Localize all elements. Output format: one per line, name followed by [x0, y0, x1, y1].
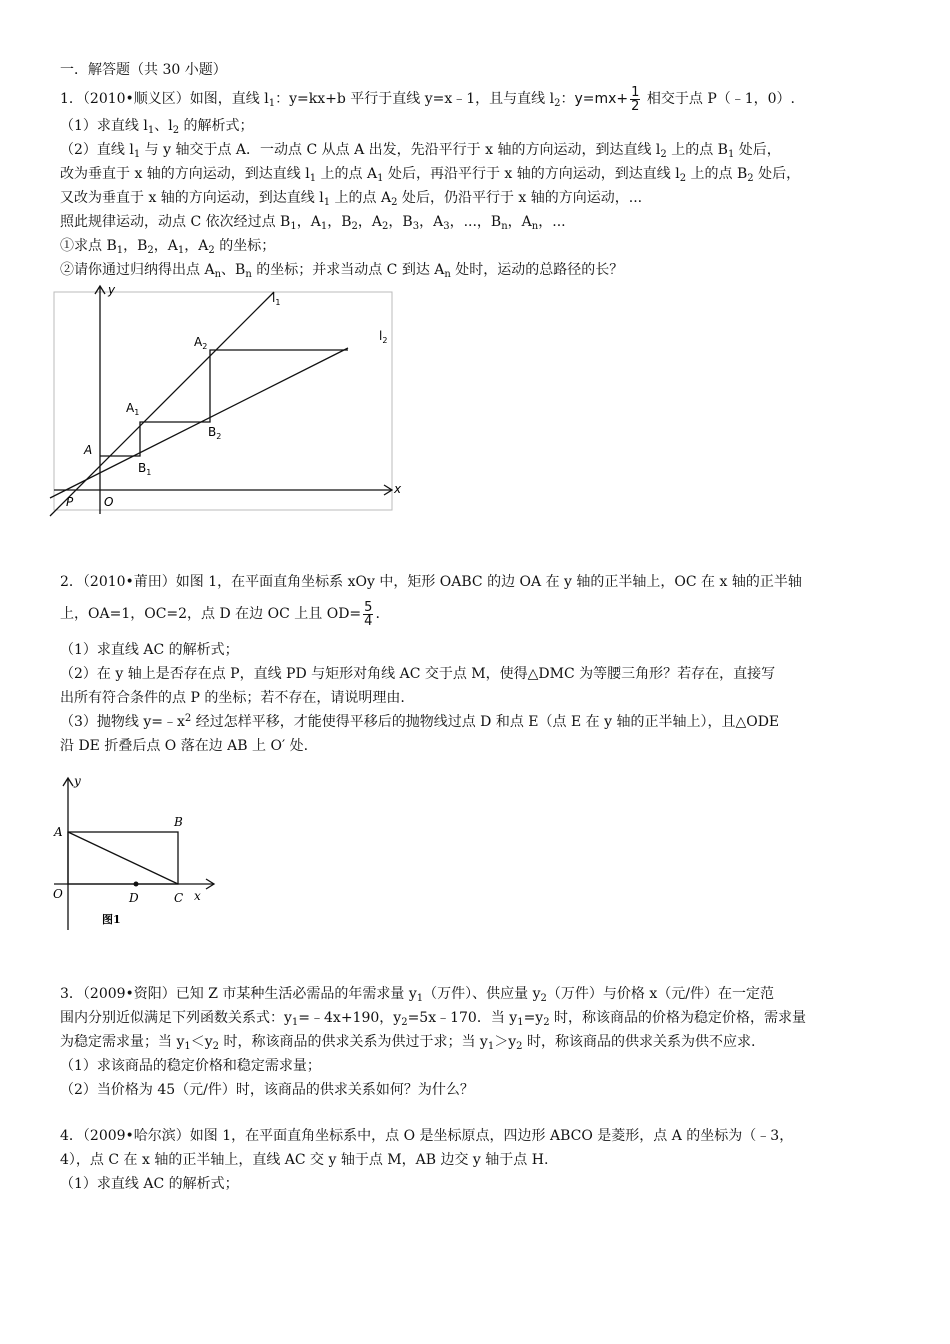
q3-stem-line3: 为稳定需求量；当 $y_1<y_2$ 时，称该商品的供求关系为供过于求；当 $y_1>y_2$ 时，称该商品的供求关系为供不应求.: [60, 1034, 756, 1052]
q2-part-2-line2: 出所有符合条件的点 P 的坐标；若不存在，请说明理由.: [60, 690, 405, 706]
label-A2: $A_2$: [194, 335, 208, 351]
q2-part-2-line1: （2）在 y 轴上是否存在点 P，直线 PD 与矩形对角线 AC 交于点 M，使得△DMC 为等腰三角形？若存在，直接写: [60, 666, 776, 682]
q1-part-1: （1）求直线 $l_1$、$l_2$ 的解析式；: [60, 118, 254, 136]
q1-sub-question-2: ②请你通过归纳得出点 $A_n$、$B_n$ 的坐标；并求当动点 C 到达 $A_n$ 处时，运动的总路径的长？: [60, 262, 624, 280]
q4-stem-line2: 4），点 C 在 x 轴的正半轴上，直线 AC 交 y 轴于点 M，AB 边交 y 轴于点 H.: [60, 1152, 549, 1168]
label-B2: $B_2$: [208, 425, 222, 441]
q2-part-1: （1）求直线 AC 的解析式；: [60, 642, 239, 658]
label-A: A: [84, 443, 93, 457]
label-B1: $B_1$: [138, 461, 152, 477]
q1-part-2-line4: 照此规律运动，动点 C 依次经过点 $B_1$，$A_1$，$B_2$，$A_2$，$B_3$，$A_3$，...，$B_n$，$A_n$，...: [60, 214, 566, 232]
label-P: P: [66, 495, 74, 509]
question-3: [60, 982, 900, 1102]
q3-part-2: （2）当价格为 45（元/件）时，该商品的供求关系如何？为什么？: [60, 1082, 474, 1098]
label-A1: $A_1$: [126, 401, 140, 417]
q2-part-3-line2: 沿 DE 折叠后点 O 落在边 AB 上 O′ 处.: [60, 738, 309, 754]
label-A: A: [54, 825, 63, 839]
q2-stem-line2: 上，OA=1，OC=2，点 D 在边 OC 上且 OD= $\frac{5}{4}$ .: [60, 599, 380, 629]
label-O: O: [104, 495, 114, 509]
q1-part-2-line2: 改为垂直于 x 轴的方向运动，到达直线 $l_1$ 上的点 $A_1$ 处后，再沿平行于 x 轴的方向运动，到达直线 $l_2$ 上的点 $B_2$ 处后，: [60, 166, 801, 184]
label-C: C: [174, 891, 184, 905]
q4-stem-line1: 4．（2009•哈尔滨）如图 1，在平面直角坐标系中，点 O 是坐标原点，四边形 ABCO 是菱形，点 A 的坐标为（﹣3，: [60, 1128, 794, 1144]
q3-part-1: （1）求该商品的稳定价格和稳定需求量；: [60, 1058, 321, 1074]
question-4: [60, 1124, 900, 1196]
label-l2: $l_2$: [379, 329, 388, 345]
q1-sub-question-1: ①求点 $B_1$，$B_2$，$A_1$，$A_2$ 的坐标；: [60, 238, 276, 256]
fraction-one-half: $\frac{1}{2}$: [631, 84, 640, 114]
fraction-five-quarters: $\frac{5}{4}$: [364, 599, 373, 629]
label-x: x: [194, 889, 201, 903]
q3-stem-line1: 3．（2009•资阳）已知 Z 市某种生活必需品的年需求量 $y_1$（万件）、供应量 $y_2$（万件）与价格 x（元/件）在一定范: [60, 986, 774, 1004]
q1-figure: [54, 284, 414, 524]
question-2: [53, 566, 900, 940]
figure-frame: [54, 292, 392, 510]
q1-part-2-line1: （2）直线 $l_1$ 与 y 轴交于点 A．一动点 C 从点 A 出发，先沿平行于 x 轴的方向运动，到达直线 $l_2$ 上的点 $B_1$ 处后，: [60, 142, 781, 160]
q1-part-2-line3: 又改为垂直于 x 轴的方向运动，到达直线 $l_1$ 上的点 $A_2$ 处后，仍沿平行于 x 轴的方向运动，...: [60, 190, 643, 208]
label-O: O: [53, 887, 63, 901]
label-y: y: [74, 774, 81, 788]
label-x: x: [394, 482, 402, 496]
label-y: y: [108, 283, 116, 297]
q3-stem-line2: 围内分别近似满足下列函数关系式：$y_1=﹣4x+190$，$y_2=5x﹣170$．当 $y_1=y_2$ 时，称该商品的价格为稳定价格，需求量: [60, 1010, 807, 1028]
q2-part-3-line1: （3）抛物线 $y=﹣x^2$ 经过怎样平移，才能使得平移后的抛物线过点 D 和点 E（点 E 在 y 轴的正半轴上），且△ODE: [60, 713, 780, 730]
q1-stem: 1．（2010•顺义区）如图，直线 $l_1$：y=kx+b 平行于直线 y=x﹣1，且与直线 $l_2$：y=mx+ $\frac{1}{2}$ 相交于点 P（﹣1，0）.: [60, 84, 796, 114]
document-page: [53, 58, 900, 1196]
label-D: D: [129, 891, 139, 905]
question-1: [60, 84, 900, 524]
figure-caption: 图1: [102, 913, 121, 926]
q2-stem-line1: 2．（2010•莆田）如图 1，在平面直角坐标系 xOy 中，矩形 OABC 的边 OA 在 y 轴的正半轴上，OC 在 x 轴的正半轴: [60, 574, 802, 590]
label-B: B: [174, 815, 183, 829]
label-l1: $l_1$: [272, 291, 281, 307]
section-title: 一．解答题（共 30 小题）: [60, 62, 227, 78]
point-D: [134, 882, 139, 887]
q2-figure: [54, 770, 234, 940]
diagonal-AC: [68, 832, 178, 884]
q4-part-1: （1）求直线 AC 的解析式；: [60, 1176, 239, 1192]
